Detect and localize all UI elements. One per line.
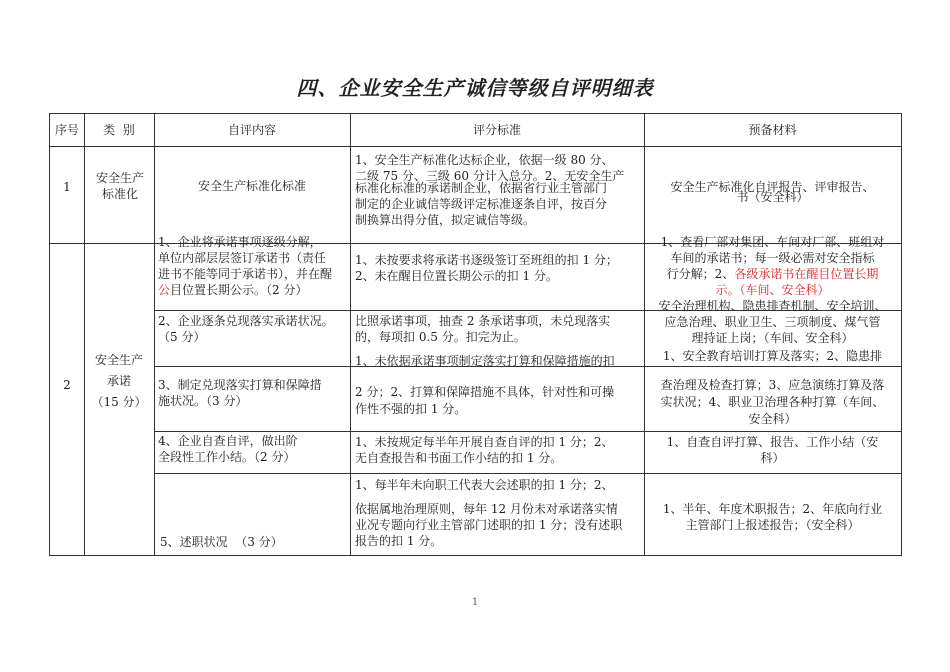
materials-line: 查治理及检查打算；3、应急演练打算及落 [660,378,885,392]
criteria-line: 业况专题向行业主管部门述职的扣 1 分；没有述职 [355,518,623,532]
content-line: 5、述职状况 （3 分） [160,535,283,549]
materials-line: 科） [760,451,785,465]
row2-item4-divider [154,473,902,474]
table-border-top [49,113,902,114]
materials-line: 实状况；4、职业卫治理各种打算（车间、 [660,395,885,409]
content-line: 4、企业自查自评，做出阶 [158,434,298,448]
header-no: 序号 [54,123,79,137]
row2-category-line: 安全生产 [94,353,143,367]
row2-item5-content [160,502,350,566]
criteria-line: 无自查报告和书面工作小结的扣 1 分。 [355,451,563,465]
criteria-line: 1、未按规定每半年开展自查自评的扣 1 分；2、 [355,435,614,449]
criteria-line: 2 分；2、打算和保障措施不具体，针对性和可操 [355,385,615,399]
content-line: 单位内部层层签订承诺书（责任 [158,251,327,265]
row2-item3-divider [154,431,902,432]
criteria-line: 的，每项扣 0.5 分。扣完为止。 [355,330,526,344]
row1-materials [644,179,901,205]
row2-item4-materials [644,434,901,466]
row1-criteria-line: 二级 75 分、三级 60 分计入总分。2、无安全生产 [355,169,625,183]
row1-no: 1 [63,180,71,194]
content-line: 目位置长期公示。（2 分） [170,283,308,297]
content-line-with-red [158,282,378,298]
row1-criteria-line: 制换算出得分值，拟定诚信等级。 [355,213,536,227]
header-criteria: 评分标准 [472,123,521,137]
row1-materials-line: 书（安全科） [736,190,809,204]
content-line: 1、企业将承诺事项逐级分解， [158,235,322,249]
criteria-line: 2、未在醒目位置长期公示的扣 1 分。 [355,269,558,283]
row2-category-line: 承诺 [106,374,131,388]
materials-line: 安全科） [748,412,797,426]
criteria-line: 1、未依据承诺事项制定落实打算和保障措施的扣 [355,354,615,368]
header-content: 自评内容 [227,123,276,137]
row2-category-line: （15 分） [91,395,147,409]
materials-line: 车间的承诺书；每一级必需对安全指标 [670,251,875,265]
criteria-line: 作性不强的扣 1 分。 [355,402,467,416]
content-line: （5 分） [158,330,206,344]
materials-red-text: 各级承诺书在醒目位置长期 [734,267,879,281]
materials-text: 行分解；2、 [666,267,735,281]
row1-criteria-line: 1、安全生产标准化达标企业，依据一级 80 分、 [355,153,614,167]
criteria-line: 比照承诺事项，抽查 2 条承诺事项，未兑现落实 [355,314,611,328]
row1-materials-line: 安全生产标准化自评报告、评审报告、 [670,180,875,194]
row1-content: 安全生产标准化标准 [197,179,306,193]
red-char: 公 [158,283,171,297]
content-line: 2、企业逐条兑现落实承诺状况。 [158,314,334,328]
page-number: 1 [471,597,479,608]
content-line: 进书不能等同于承诺书），并在醒 [158,267,333,281]
row1-criteria-line: 标准化标准的承诺制企业，依据省行业主管部门 [355,181,608,195]
row2-item3-content [158,377,348,409]
row1-criteria [355,152,655,228]
materials-line: 理持证上岗；（车间、安全科） [691,331,854,345]
row2-item3-criteria [355,353,645,418]
criteria-line: 依据属地治理原则，每年 12 月份未对承诺落实情 [355,502,618,516]
row1-category: 安全生产标准化 [95,171,144,201]
row1-criteria-line: 制定的企业诚信等级评定标准逐条自评，按百分 [355,197,608,211]
row2-item1-materials [644,234,901,298]
row2-no: 2 [63,378,71,392]
row2-item1-criteria [355,252,655,284]
row2-item2-content [158,313,358,345]
row2-category [84,350,154,413]
materials-line-mixed [644,266,901,282]
materials-line: 安全治理机构、隐患排查机制、安全培训、 [658,299,887,313]
materials-line: 主管部门上报述报告；（安全科） [685,518,860,532]
header-materials: 预备材料 [748,123,797,137]
row2-item5-materials [644,501,901,533]
header-category: 类 别 [103,123,135,137]
row2-item5-criteria [355,477,655,549]
materials-line: 1、安全教育培训打算及落实；2、隐患排 [662,349,883,363]
row2-item3-materials [644,348,901,428]
materials-line: 1、查看厂部对集团、车间对厂部、班组对 [660,235,885,249]
page-title: 四、企业安全生产诚信等级自评明细表 [296,76,654,100]
content-line: 全段性工作小结。（2 分） [158,450,296,464]
materials-line: 1、半年、年度术职报告；2、年底向行业 [662,502,883,516]
content-line: 3、制定兑现落实打算和保障措 [158,378,322,392]
table-border-right [901,113,902,556]
row2-item4-criteria [355,434,645,466]
row2-item4-content [158,433,348,465]
row2-item1-content [158,234,378,298]
header-divider [49,146,902,147]
content-line: 施状况。（3 分） [158,394,248,408]
criteria-line: 1、未按要求将承诺书逐级签订至班组的扣 1 分； [355,253,618,267]
criteria-line: 1、每半年未向职工代表大会述职的扣 1 分；2、 [355,478,614,492]
materials-line: 应急治理、职业卫生、三项制度、煤气管 [664,315,881,329]
criteria-line: 报告的扣 1 分。 [355,534,443,548]
materials-line: 1、自查自评打算、报告、工作小结（安 [666,435,879,449]
materials-red-line: 示。（车间、安全科） [715,283,830,297]
row2-item2-materials [644,298,901,346]
row2-item2-criteria [355,313,645,345]
